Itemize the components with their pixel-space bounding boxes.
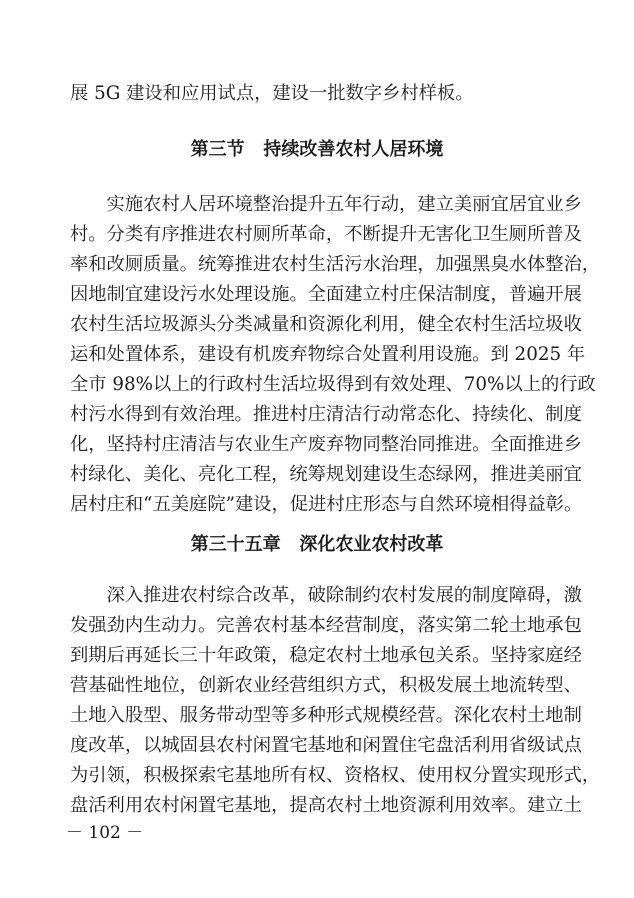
continuation-line: 展 5G 建设和应用试点，建设一批数字乡村样板。 [70, 83, 474, 104]
paragraph-line: 运和处置体系，建设有机废弃物综合处置利用设施。到 2025 年 [70, 344, 586, 365]
paragraph-line: 农村生活垃圾源头分类减量和资源化利用，健全农村生活垃圾收 [70, 314, 582, 335]
paragraph-line: 为引领，积极探索宅基地所有权、资格权、使用权分置实现形式， [70, 765, 601, 786]
paragraph-line: 实施农村人居环境整治提升五年行动，建立美丽宜居宜业乡 [70, 194, 582, 215]
page-number: － 102 － [66, 823, 144, 843]
paragraph-line: 发强劲内生动力。完善农村基本经营制度，落实第二轮土地承包 [70, 615, 582, 636]
paragraph-line: 村绿化、美化、亮化工程，统筹规划建设生态绿网，推进美丽宜 [70, 464, 582, 485]
paragraph-line: 因地制宜建设污水处理设施。全面建立村庄保洁制度，普遍开展 [70, 284, 582, 305]
chapter-heading: 第三十五章 深化农业农村改革 [190, 534, 444, 555]
paragraph-line: 全市 98%以上的行政村生活垃圾得到有效处理、70%以上的行政 [70, 374, 596, 395]
paragraph-line: 村。分类有序推进农村厕所革命，不断提升无害化卫生厕所普及 [70, 224, 582, 245]
paragraph-line: 盘活利用农村闲置宅基地，提高农村土地资源利用效率。建立土 [70, 795, 582, 816]
paragraph-line: 度改革，以城固县农村闲置宅基地和闲置住宅盘活利用省级试点 [70, 735, 582, 756]
paragraph-line: 率和改厕质量。统筹推进农村生活污水治理，加强黑臭水体整治， [70, 254, 601, 275]
paragraph-line: 土地入股型、服务带动型等多种形式规模经营。深化农村土地制 [70, 705, 582, 726]
paragraph-line: 化，坚持村庄清洁与农业生产废弃物同整治同推进。全面推进乡 [70, 434, 582, 455]
section-heading: 第三节 持续改善农村人居环境 [190, 139, 444, 160]
paragraph-line: 居村庄和“五美庭院”建设，促进村庄形态与自然环境相得益彰。 [70, 494, 583, 515]
paragraph-line: 到期后再延长三十年政策，稳定农村土地承包关系。坚持家庭经 [70, 645, 582, 666]
paragraph-line: 村污水得到有效治理。推进村庄清洁行动常态化、持续化、制度 [70, 404, 582, 425]
paragraph-line: 深入推进农村综合改革，破除制约农村发展的制度障碍，激 [70, 585, 582, 606]
paragraph-line: 营基础性地位，创新农业经营组织方式，积极发展土地流转型、 [70, 675, 582, 696]
